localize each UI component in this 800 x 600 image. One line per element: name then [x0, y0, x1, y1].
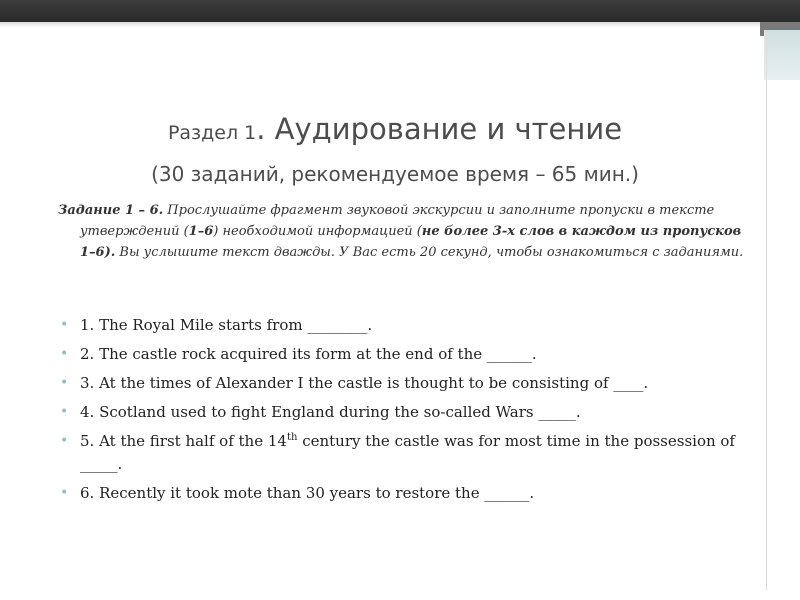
slide-title: [0, 108, 760, 189]
top-bar-shadow: [0, 22, 800, 28]
item-superscript: th: [286, 432, 298, 443]
item-text: 3. At the times of Alexander I the castle is thought to be consisting of ____.: [80, 374, 649, 392]
list-item: [60, 482, 750, 505]
instruction-part1: Прослушайте фрагмент звуковой экскурсии и заполните пропуски в тексте утверждений (: [80, 203, 715, 239]
item-text: 2. The castle rock acquired its form at the end of the ______.: [80, 345, 537, 363]
task-items-list: [60, 314, 750, 511]
item-text: 4. Scotland used to fight England during the so-called Wars _____.: [80, 403, 581, 421]
top-bar: [0, 0, 800, 22]
instruction-range: 1–6: [188, 224, 214, 239]
side-divider-line: [766, 30, 767, 590]
title-section-name: . Аудирование и чтение: [256, 112, 623, 146]
bullet-dot-icon: •: [60, 485, 69, 501]
list-item: [60, 343, 750, 366]
item-text-after: century the castle was for most time in the possession of _____.: [80, 432, 735, 473]
instruction-part3: Вы услышите текст дважды. У Вас есть 20 секунд, чтобы ознакомиться с заданиями.: [115, 245, 744, 260]
instruction-paragraph: [58, 200, 748, 263]
instruction-limit: не более 3-х слов в каждом из пропусков 1–6).: [80, 224, 742, 260]
bullet-dot-icon: •: [60, 375, 69, 391]
list-item: [60, 314, 750, 337]
list-item: [60, 401, 750, 424]
list-item: [60, 430, 750, 476]
bullet-dot-icon: •: [60, 346, 69, 362]
item-text-before: 5. At the first half of the 14: [80, 432, 287, 450]
item-text: 1. The Royal Mile starts from ________.: [80, 316, 373, 334]
task-label: Задание 1 – 6.: [58, 203, 164, 218]
bullet-dot-icon: •: [60, 433, 69, 449]
task-instruction: [58, 200, 748, 263]
list-item: [60, 372, 750, 395]
side-accent-light: [764, 30, 800, 80]
instruction-part2: ) необходимой информацией (: [213, 224, 422, 239]
bullet-dot-icon: •: [60, 404, 69, 420]
title-subtitle: (30 заданий, рекомендуемое время – 65 мин.): [151, 162, 639, 186]
item-text: 6. Recently it took mote than 30 years to restore the ______.: [80, 484, 535, 502]
title-section-prefix: Раздел 1: [167, 122, 257, 144]
title-line-main: [0, 108, 760, 155]
bullet-dot-icon: •: [60, 317, 69, 333]
